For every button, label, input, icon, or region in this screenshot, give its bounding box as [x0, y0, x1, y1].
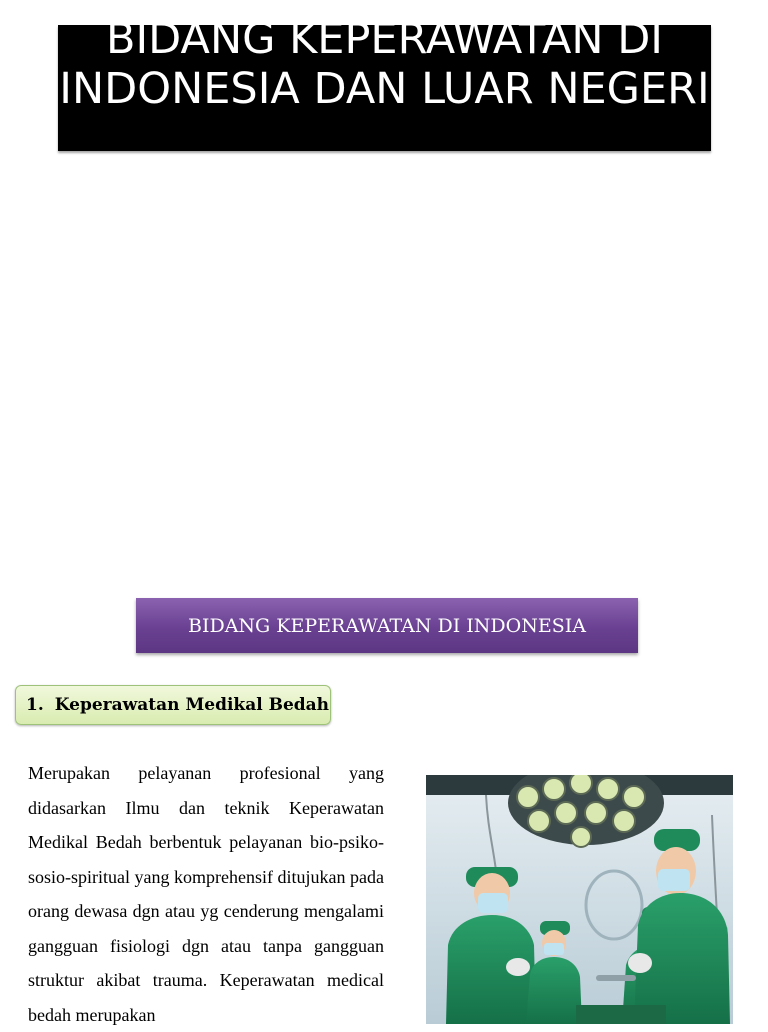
subheading-number: 1.	[26, 695, 44, 715]
slide-title: BIDANG KEPERAWATAN DI INDONESIA DAN LUAR NEGERI	[59, 14, 710, 114]
subheading-box	[15, 685, 331, 725]
section-banner: BIDANG KEPERAWATAN DI INDONESIA	[136, 598, 638, 653]
body-paragraph: Merupakan pelayanan profesional yang didasarkan Ilmu dan teknik Keperawatan Medikal Bedah berbentuk pelayanan bio-psiko-sosio-spiritual yang komprehensif ditujukan pada orang dewasa dgn atau yg cenderung mengalami gangguan fisiologi dgn atau tanpa gangguan struktur akibat trauma. Keperawatan medical bedah merupakan	[28, 763, 384, 1025]
surgery-photo-illustration	[426, 775, 733, 1024]
subheading-label: Keperawatan Medikal Bedah	[54, 695, 330, 715]
surgery-photo	[426, 775, 733, 1024]
